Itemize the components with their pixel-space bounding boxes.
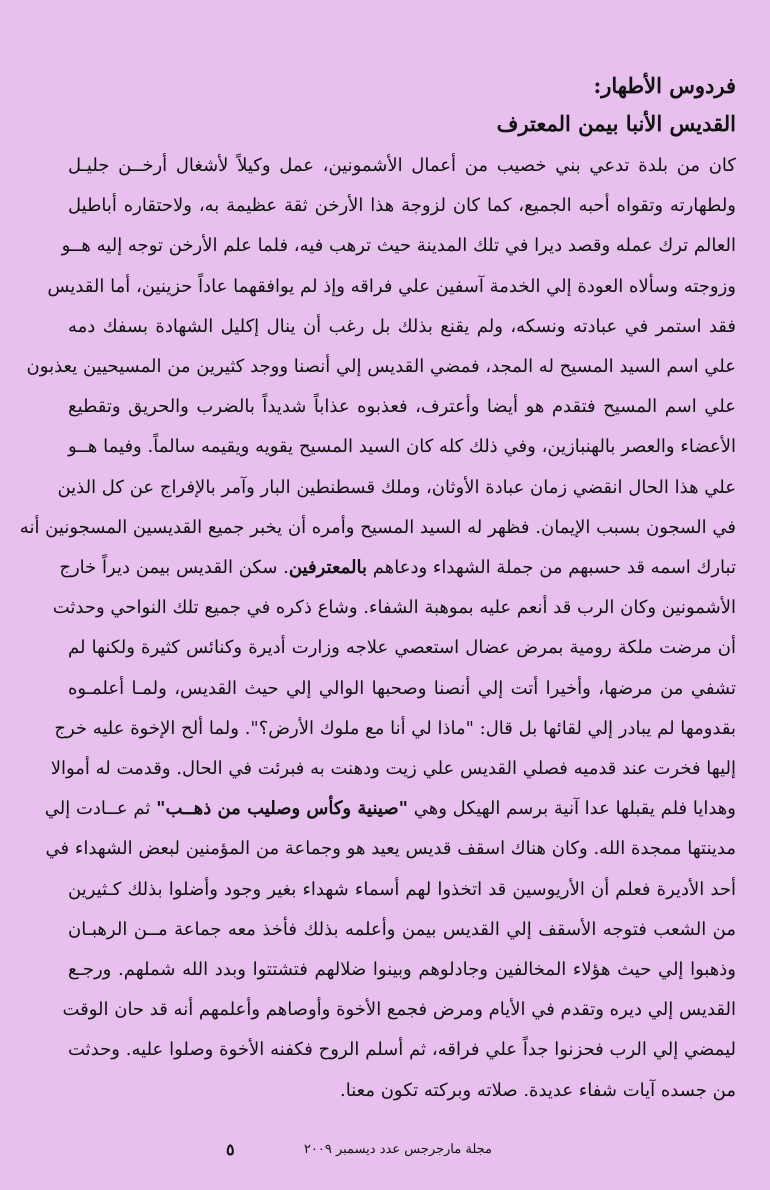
body-line: وزوجته وسألاه العودة إلي الخدمة آسفين علي فراقه وإذ لم يوافقهما عاداً حزينين، أما القديس	[47, 275, 736, 297]
body-line: ليمضي إلي الرب فحزنوا جداً علي فراقه، ثم أسلم الروح فكفنه الأخوة وصلوا عليه. وحدثت	[68, 1039, 736, 1061]
body-line: إليها فخرت عند قدميه فصلي القديس علي زيت ودهنت به فبرئت في الحال. وقدمت له أموالا	[50, 758, 736, 780]
body-line: في السجون بسبب الإيمان. فظهر له السيد المسيح وأمره أن يخبر جميع القديسين المسجونين أنه	[19, 516, 736, 538]
body-line: أحد الأديرة فعلم أن الأريوسين قد اتخذوا لهم أسماء شهداء بغير وجود وأضلوا بذلك كـثيرين	[68, 878, 736, 900]
body-line: الأعضاء والعصر بالهنبازين، وفي ذلك كله كان السيد المسيح يقويه ويقيمه سالماً. وفيما هــو	[68, 436, 736, 458]
body-text: تبارك اسمه قد حسبهم من جملة الشهداء ودعاهم	[367, 557, 736, 579]
body-line: علي اسم المسيح فتقدم هو أيضا وأعترف، فعذبوه عذاباً شديداً بالضرب والحريق وتقطيع	[68, 396, 736, 418]
article-content	[19, 68, 736, 1111]
body-line: العالم ترك عمله وقصد ديرا في تلك المدينة حيث ترهب فيه، فلما علم الأرخن توجه إليه هــو	[61, 235, 736, 257]
bold-term: بالمعترفين	[288, 557, 368, 579]
page-number: ٥	[226, 1140, 235, 1159]
body-line: من الشعب فتوجه الأسقف إلي القديس بيمن وأعلمه بذلك فأخذ معه جماعة مــن الرهبـان	[68, 918, 736, 940]
bold-term: "صينية وكأس وصليب من ذهــب"	[156, 798, 408, 820]
body-text: ثم عــادت إلي	[44, 798, 157, 820]
page-footer	[0, 1142, 770, 1166]
body-line: كان من بلدة تدعي بني خصيب من أعمال الأشمونين، عمل وكيلاً لأشغال أرخــن جليـل	[68, 155, 736, 176]
body-line: بقدومها لم يبادر إلي لقائها بل قال: "ماذا لي أنا مع ملوك الأرض؟". ولما ألح الإخوة عليه خرج	[54, 717, 736, 739]
article-title: القديس الأنبا بيمن المعترف	[496, 111, 736, 136]
body-line: الأشمونين وكان الرب قد أنعم عليه بموهبة الشفاء. وشاع ذكره في جميع تلك النواحي وحدثت	[52, 597, 736, 619]
body-line: أن مرضت ملكة رومية بمرض عضال استعصي علاجه وزارت أديرة وكنائس كثيرة ولكنها لم	[68, 637, 736, 659]
body-line: علي اسم السيد المسيح له المجد، فمضي القديس إلي أنصنا ووجد كثيرين من المسيحيين يعذبون	[26, 356, 736, 378]
body-line: تشفي من مرضها، وأخيرا أتت إلي أنصنا وصحبها الوالي إلي حيث القديس، ولمـا أعلمـوه	[68, 677, 736, 699]
article-body	[19, 146, 736, 1111]
body-line: مدينتها ممجدة الله. وكان هناك اسقف قديس يعيد هو وجماعة من المؤمنين لبعض الشهداء في	[45, 838, 736, 860]
journal-issue: مجلة مارجرجس عدد ديسمبر ٢٠٠٩	[303, 1142, 492, 1157]
body-line: علي هذا الحال انقضي زمان عبادة الأوثان، وملك قسطنطين البار وآمر بالإفراج عن كل الذين	[57, 476, 736, 498]
body-line-with-bold	[59, 548, 736, 588]
body-line: القديس إلي ديره وتقدم في الأيام ومرض فجمع الأخوة وأوصاهم وأعلمهم أنه قد حان الوقت	[62, 999, 736, 1021]
body-last-line: من جسده آيات شفاء عديدة. صلاته وبركته تكون معنا.	[340, 1079, 736, 1101]
body-line-with-bold	[44, 789, 736, 829]
body-line: وذهبوا إلي حيث هؤلاء المخالفين وجادلوهم وبينوا ضلالهم فتشتتوا وبدد الله شملهم. ورجـع	[68, 959, 736, 981]
body-line: ولطهارته وتقواه أحبه الجميع، كما كان لزوجة هذا الأرخن ثقة عظيمة به، ولاحتقاره أباطيل	[68, 195, 736, 217]
body-line: فقد استمر في عبادته ونسكه، ولم يقنع بذلك بل رغب أن ينال إكليل الشهادة بسفك دمه	[68, 315, 736, 337]
body-text: وهدايا فلم يقبلها عدا آنية برسم الهيكل وهي	[408, 798, 736, 820]
body-text: . سكن القديس بيمن ديراً خارج	[59, 557, 289, 579]
section-title: فردوس الأطهار:	[593, 73, 736, 98]
